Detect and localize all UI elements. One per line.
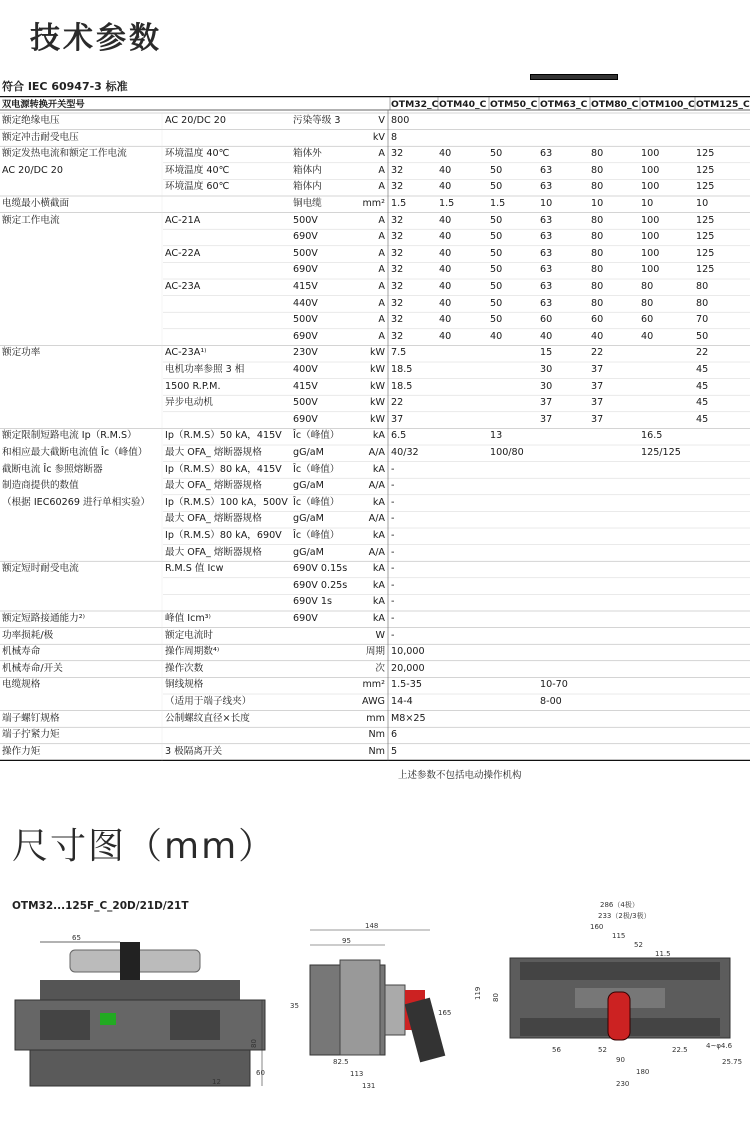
row-value: 100 — [641, 164, 660, 176]
row-value: 45 — [696, 413, 709, 425]
dim-230: 230 — [616, 1080, 630, 1088]
row-value: - — [391, 480, 395, 492]
dim-113: 113 — [350, 1070, 364, 1078]
row-sublabel: AC-23A — [165, 281, 201, 292]
dim-131: 131 — [362, 1082, 376, 1090]
row-value: 7.5 — [391, 347, 407, 359]
row-label: 额定工作电流 — [2, 214, 60, 226]
row-value: - — [391, 463, 395, 475]
row-value: 37 — [391, 413, 404, 425]
row-value: 37 — [540, 413, 553, 425]
row-value: 80 — [591, 247, 604, 259]
row-value: 22 — [591, 347, 604, 359]
row-condition: 箱体内 — [293, 164, 322, 176]
row-sublabel: Ip（R.M.S）50 kA，415V — [165, 430, 282, 442]
row-sublabel: （适用于端子线夹） — [165, 696, 252, 707]
row-unit: kA — [372, 579, 385, 591]
row-value: 63 — [540, 148, 553, 160]
row-value: 1.5 — [490, 198, 506, 209]
row-condition: 690V — [293, 330, 318, 342]
row-unit: A — [378, 330, 385, 342]
row-label: AC 20/DC 20 — [2, 164, 63, 176]
row-condition: 箱体内 — [293, 181, 322, 193]
row-unit: A — [378, 297, 385, 309]
dim-95: 95 — [342, 937, 351, 945]
row-value: 45 — [696, 380, 709, 392]
row-unit: A/A — [368, 447, 385, 458]
row-value: 125 — [696, 247, 715, 259]
footnote: 上述参数不包括电动操作机构 — [398, 770, 522, 781]
row-value: 100 — [641, 181, 660, 193]
row-value: 60 — [540, 314, 553, 326]
row-sublabel: 操作次数 — [165, 662, 204, 674]
dim-80b: 80 — [492, 993, 500, 1002]
row-value: 45 — [696, 364, 709, 375]
row-condition: gG/aM — [293, 447, 324, 458]
row-condition: 690V 0.25s — [293, 579, 348, 591]
row-value: 80 — [591, 231, 604, 243]
drawing-model: OTM32...125F_C_20D/21D/21T — [12, 900, 189, 912]
row-value: 50 — [490, 231, 503, 243]
row-unit: 周期 — [365, 646, 385, 658]
row-value: 80 — [696, 297, 709, 309]
row-unit: mm — [366, 712, 385, 724]
row-value: 80 — [591, 281, 604, 292]
model-header: OTM32_C — [391, 99, 439, 110]
row-value: 60 — [591, 314, 604, 326]
row-unit: A — [378, 148, 385, 160]
row-value: 10 — [540, 198, 553, 209]
row-condition: Îc（峰值） — [293, 430, 340, 442]
row-value: 18.5 — [391, 364, 413, 375]
row-value: 40 — [439, 264, 452, 276]
row-sublabel: 异步电动机 — [165, 397, 213, 409]
row-value: - — [391, 513, 395, 525]
row-value: 40 — [439, 297, 452, 309]
row-sublabel: 额定电流时 — [165, 629, 213, 641]
row-value: 32 — [391, 214, 404, 226]
row-value: 125 — [696, 214, 715, 226]
row-sublabel: 环境温度 40℃ — [165, 148, 230, 160]
row-condition: Îc（峰值） — [293, 463, 340, 475]
row-condition: 690V 0.15s — [293, 563, 348, 575]
row-value: 32 — [391, 314, 404, 326]
row-value: 63 — [540, 297, 553, 309]
row-label: 电缆最小横截面 — [2, 198, 70, 209]
row-unit: A — [378, 247, 385, 259]
row-sublabel: 最大 OFA_ 熔断器规格 — [165, 546, 262, 558]
row-value: 10 — [591, 198, 604, 209]
row-label: 额定绝缘电压 — [2, 115, 60, 126]
row-condition: 500V — [293, 214, 318, 226]
dim-65: 65 — [72, 934, 81, 942]
row-value: 1.5 — [391, 198, 407, 209]
row-unit: kW — [369, 380, 385, 392]
row-value: 10,000 — [391, 646, 425, 658]
row-value: 125 — [696, 164, 715, 176]
row-value: 40 — [439, 181, 452, 193]
row-label: 端子螺钉规格 — [2, 712, 60, 724]
row-value: 100 — [641, 214, 660, 226]
row-value: 63 — [540, 214, 553, 226]
row-condition: Îc（峰值） — [293, 530, 340, 541]
decorative-bar — [530, 74, 618, 80]
model-header: OTM63_C — [540, 99, 588, 110]
row-value: 40 — [439, 164, 452, 176]
row-sublabel: 1500 R.P.M. — [165, 380, 221, 392]
row-value: 80 — [591, 148, 604, 160]
row-value: 50 — [490, 247, 503, 259]
row-label: 和相应最大截断电流值 Îc（峰值） — [2, 447, 148, 458]
row-value: 40 — [439, 314, 452, 326]
row-unit: kA — [372, 613, 385, 624]
row-value: 125/125 — [641, 447, 681, 458]
top-view — [474, 900, 742, 1088]
row-value: 80 — [591, 297, 604, 309]
row-unit: A — [378, 314, 385, 326]
row-value: 100 — [641, 264, 660, 276]
row-unit: kW — [369, 364, 385, 375]
row-sublabel: AC-23A¹⁾ — [165, 347, 207, 359]
row-value: 40 — [540, 330, 553, 342]
row-value: 32 — [391, 264, 404, 276]
row-label: 端子拧紧力矩 — [2, 729, 60, 741]
row-unit: kV — [372, 131, 385, 143]
row-unit: A/A — [368, 480, 385, 492]
row-value: 50 — [490, 264, 503, 276]
row-sublabel: 最大 OFA_ 熔断器规格 — [165, 513, 262, 525]
row-unit: kA — [372, 496, 385, 508]
row-unit: kW — [369, 397, 385, 409]
row-value: 80 — [591, 214, 604, 226]
row-unit: A — [378, 164, 385, 176]
row-value: 125 — [696, 148, 715, 160]
row-value: 100/80 — [490, 447, 524, 458]
dim-286: 286（4极） — [600, 901, 639, 909]
row-value: 10-70 — [540, 679, 568, 691]
row-value: 50 — [696, 330, 709, 342]
row-condition: 415V — [293, 380, 318, 392]
row-sublabel: 最大 OFA_ 熔断器规格 — [165, 447, 262, 458]
row-value: 16.5 — [641, 430, 663, 442]
row-value: 50 — [490, 148, 503, 160]
row-value: 22 — [391, 397, 404, 409]
row-sublabel: 公制螺纹直径×长度 — [165, 712, 250, 724]
dim-12: 12 — [212, 1078, 221, 1086]
row-value: 40 — [439, 231, 452, 243]
row-value: 80 — [591, 264, 604, 276]
row-sublabel: 操作周期数⁴⁾ — [165, 646, 220, 658]
row-unit: V — [378, 115, 385, 126]
row-condition: 铜电缆 — [293, 198, 322, 209]
row-sublabel: 峰值 Icm³⁾ — [165, 613, 211, 624]
row-condition: 415V — [293, 281, 318, 292]
row-value: 1.5 — [439, 198, 455, 209]
row-value: 37 — [591, 364, 604, 375]
row-value: 100 — [641, 231, 660, 243]
dim-22-5: 22.5 — [672, 1046, 688, 1054]
dim-233: 233（2极/3极） — [598, 912, 651, 920]
row-value: 5 — [391, 745, 398, 757]
row-value: 13 — [490, 430, 503, 442]
row-condition: 500V — [293, 314, 318, 326]
row-condition: 440V — [293, 297, 318, 309]
dim-119: 119 — [474, 986, 482, 1000]
row-unit: A — [378, 181, 385, 193]
row-unit: A/A — [368, 513, 385, 525]
row-label: 额定短时耐受电流 — [2, 563, 79, 575]
row-value: 80 — [641, 281, 654, 292]
row-value: 125 — [696, 264, 715, 276]
model-header: OTM50_C — [490, 99, 538, 110]
row-value: 37 — [591, 413, 604, 425]
row-sublabel: R.M.S 值 Icw — [165, 563, 224, 575]
dim-52a: 52 — [634, 941, 643, 949]
row-value: 37 — [540, 397, 553, 409]
spec-table — [0, 96, 750, 764]
row-unit: A/A — [368, 546, 385, 558]
row-label: 额定发热电流和额定工作电流 — [2, 148, 127, 160]
row-condition: 690V 1s — [293, 596, 333, 608]
row-value: 60 — [641, 314, 654, 326]
dim-25-75: 25.75 — [722, 1058, 743, 1066]
dim-90: 90 — [616, 1056, 625, 1064]
row-unit: Nm — [368, 745, 385, 757]
row-value: 32 — [391, 281, 404, 292]
dim-148: 148 — [365, 922, 379, 930]
row-sublabel: Ip（R.M.S）80 kA，415V — [165, 463, 282, 475]
row-value: 63 — [540, 281, 553, 292]
row-unit: 次 — [375, 662, 385, 674]
header-label: 双电源转换开关型号 — [2, 99, 85, 110]
row-value: 63 — [540, 264, 553, 276]
row-unit: mm² — [362, 679, 385, 691]
row-value: 40 — [591, 330, 604, 342]
row-condition: gG/aM — [293, 513, 324, 525]
row-label: 制造商提供的数值 — [2, 480, 79, 492]
row-label: 额定功率 — [2, 347, 41, 359]
row-unit: mm² — [362, 198, 385, 209]
row-condition: gG/aM — [293, 480, 324, 492]
row-value: - — [391, 579, 395, 591]
row-value: 40 — [439, 148, 452, 160]
row-condition: 690V — [293, 264, 318, 276]
row-value: 40 — [439, 330, 452, 342]
row-unit: kA — [372, 530, 385, 541]
row-unit: kA — [372, 430, 385, 442]
row-value: - — [391, 530, 395, 541]
row-value: 8 — [391, 131, 398, 143]
row-value: 14-4 — [391, 696, 413, 707]
row-condition: 500V — [293, 397, 318, 409]
row-value: 100 — [641, 148, 660, 160]
row-value: 32 — [391, 231, 404, 243]
row-value: 80 — [591, 181, 604, 193]
row-value: 6 — [391, 729, 398, 741]
row-value: 22 — [696, 347, 709, 359]
row-unit: A — [378, 231, 385, 243]
dim-60: 60 — [256, 1069, 265, 1077]
row-value: 30 — [540, 380, 553, 392]
model-header: OTM100_C — [641, 99, 695, 110]
dim-115: 115 — [612, 932, 626, 940]
row-value: 80 — [696, 281, 709, 292]
row-label: 截断电流 Îc 参照熔断器 — [2, 463, 103, 475]
row-value: - — [391, 629, 395, 641]
row-value: 40 — [641, 330, 654, 342]
row-value: - — [391, 563, 395, 575]
row-unit: W — [375, 629, 385, 641]
row-value: 6.5 — [391, 430, 407, 442]
row-value: 125 — [696, 231, 715, 243]
row-value: M8×25 — [391, 712, 426, 724]
row-label: 额定冲击耐受电压 — [2, 131, 79, 143]
model-header: OTM40_C — [439, 99, 487, 110]
row-value: 10 — [641, 198, 654, 209]
row-condition: 400V — [293, 364, 318, 375]
row-value: 50 — [490, 181, 503, 193]
side-view — [290, 922, 451, 1090]
row-unit: A — [378, 264, 385, 276]
row-value: 8-00 — [540, 696, 562, 707]
row-label: 操作力矩 — [2, 745, 41, 757]
row-condition: 690V — [293, 231, 318, 243]
row-unit: A — [378, 214, 385, 226]
row-value: - — [391, 613, 395, 624]
row-label: 机械寿命/开关 — [2, 662, 63, 674]
row-label: 功率损耗/极 — [2, 629, 54, 641]
row-unit: kW — [369, 413, 385, 425]
row-unit: kA — [372, 596, 385, 608]
row-unit: kA — [372, 463, 385, 475]
row-label: （根据 IEC60269 进行单相实验） — [2, 496, 151, 508]
row-value: 80 — [591, 164, 604, 176]
row-value: 45 — [696, 397, 709, 409]
row-value: 32 — [391, 164, 404, 176]
row-value: 1.5-35 — [391, 679, 422, 691]
row-sublabel: AC-21A — [165, 214, 201, 226]
model-header: OTM125_C — [696, 99, 750, 110]
row-value: - — [391, 596, 395, 608]
dim-165: 165 — [438, 1009, 452, 1017]
dimension-drawings — [0, 880, 750, 1141]
row-value: 50 — [490, 314, 503, 326]
row-value: - — [391, 496, 395, 508]
row-unit: kA — [372, 563, 385, 575]
row-sublabel: 铜线规格 — [165, 679, 204, 691]
row-sublabel: 最大 OFA_ 熔断器规格 — [165, 480, 262, 492]
row-sublabel: AC 20/DC 20 — [165, 115, 226, 126]
row-value: 63 — [540, 181, 553, 193]
row-value: 50 — [490, 214, 503, 226]
row-condition: 500V — [293, 247, 318, 259]
row-value: 40 — [439, 281, 452, 292]
row-value: 32 — [391, 247, 404, 259]
row-value: 20,000 — [391, 662, 425, 674]
row-sublabel: 环境温度 60℃ — [165, 181, 230, 193]
row-value: 50 — [490, 281, 503, 292]
row-sublabel: 3 极隔离开关 — [165, 745, 223, 757]
row-value: 18.5 — [391, 380, 413, 392]
row-condition: gG/aM — [293, 546, 324, 558]
row-sublabel: Ip（R.M.S）80 kA，690V — [165, 530, 282, 541]
row-value: - — [391, 546, 395, 558]
row-value: 63 — [540, 231, 553, 243]
row-label: 额定短路接通能力²⁾ — [2, 613, 85, 624]
model-header: OTM80_C — [591, 99, 639, 110]
dim-56: 56 — [552, 1046, 561, 1054]
row-unit: AWG — [362, 696, 385, 707]
row-label: 机械寿命 — [2, 646, 41, 658]
row-value: 37 — [591, 380, 604, 392]
row-value: 40/32 — [391, 447, 419, 458]
dim-82-5: 82.5 — [333, 1058, 349, 1066]
row-value: 40 — [490, 330, 503, 342]
row-value: 30 — [540, 364, 553, 375]
dim-11-5: 11.5 — [655, 950, 671, 958]
row-condition: Îc（峰值） — [293, 496, 340, 508]
row-value: 32 — [391, 330, 404, 342]
row-unit: A — [378, 281, 385, 292]
row-condition: 箱体外 — [293, 148, 322, 160]
row-value: 15 — [540, 347, 553, 359]
row-value: 32 — [391, 148, 404, 160]
row-value: 800 — [391, 115, 410, 126]
dim-4-phi: 4~φ4.6 — [706, 1042, 733, 1050]
dim-52b: 52 — [598, 1046, 607, 1054]
section-title: 技术参数 — [30, 21, 162, 56]
row-condition: 污染等级 3 — [293, 115, 341, 126]
row-sublabel: 环境温度 40℃ — [165, 164, 230, 176]
row-sublabel: Ip（R.M.S）100 kA，500V — [165, 496, 288, 508]
dim-160: 160 — [590, 923, 604, 931]
row-sublabel: 电机功率参照 3 相 — [165, 364, 245, 375]
row-label: 电缆规格 — [2, 679, 41, 691]
row-value: 10 — [696, 198, 709, 209]
row-value: 32 — [391, 297, 404, 309]
row-value: 125 — [696, 181, 715, 193]
front-view — [15, 934, 265, 1086]
row-sublabel: AC-22A — [165, 247, 201, 259]
row-value: 40 — [439, 214, 452, 226]
row-condition: 690V — [293, 613, 318, 624]
row-unit: Nm — [368, 729, 385, 741]
dim-35: 35 — [290, 1002, 299, 1010]
row-value: 32 — [391, 181, 404, 193]
section-title-dimensions: 尺寸图（mm） — [12, 826, 277, 867]
row-value: 80 — [641, 297, 654, 309]
row-value: 100 — [641, 247, 660, 259]
row-value: 37 — [591, 397, 604, 409]
row-value: 50 — [490, 164, 503, 176]
dim-80: 80 — [250, 1039, 258, 1048]
row-value: 50 — [490, 297, 503, 309]
row-unit: kW — [369, 347, 385, 359]
row-label: 额定限制短路电流 Ip（R.M.S） — [2, 430, 137, 442]
dim-180: 180 — [636, 1068, 650, 1076]
row-condition: 230V — [293, 347, 318, 359]
row-value: 40 — [439, 247, 452, 259]
row-value: 63 — [540, 247, 553, 259]
row-value: 63 — [540, 164, 553, 176]
row-value: 70 — [696, 314, 709, 326]
standard-label: 符合 IEC 60947-3 标准 — [2, 80, 128, 93]
row-condition: 690V — [293, 413, 318, 425]
